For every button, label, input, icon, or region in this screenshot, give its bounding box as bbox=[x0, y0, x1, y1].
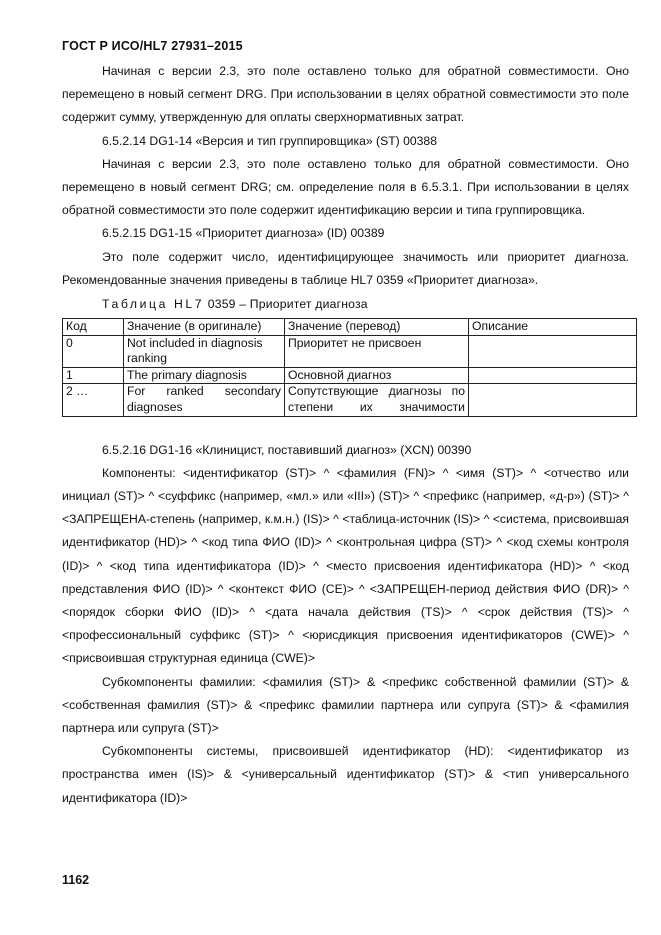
paragraph: Субкомпоненты системы, присвоившей идентификатор (HD): <идентификатор из пространства имен (IS)> & <универсальный идентификатор (ST)> & <тип универсального идентификатора (ID)> bbox=[62, 744, 629, 805]
section-heading: 6.5.2.16 DG1-16 «Клиницист, поставивший диагноз» (XCN) 00390 bbox=[102, 442, 472, 457]
section-heading: 6.5.2.14 DG1-14 «Версия и тип группировщика» (ST) 00388 bbox=[102, 133, 437, 148]
paragraph: Субкомпоненты фамилии: <фамилия (ST)> & <префикс собственной фамилии (ST)> & <собственная фамилия (ST)> & <префикс фамилии партнера или супруга (ST)> & <фамилия партнера или супруга (ST)> bbox=[62, 674, 629, 736]
table-cell: The primary diagnosis bbox=[124, 367, 285, 384]
table-cell bbox=[469, 335, 637, 367]
document-body bbox=[62, 60, 629, 810]
table-cell bbox=[469, 384, 637, 416]
table-cell: For ranked secondary diagnoses bbox=[124, 384, 285, 416]
table-row bbox=[63, 367, 637, 384]
table-row bbox=[63, 335, 637, 367]
paragraph: Начиная с версии 2.3, это поле оставлено только для обратной совместимости. Оно перемещено в новый сегмент DRG. При использовании в целях обратной совместимости это поле содержит сумму, утвержденную для оплаты сверхнормативных затрат. bbox=[62, 64, 629, 125]
table-cell: Сопутствующие диагнозы по степени их значимости bbox=[285, 384, 469, 416]
table-cell: 2 … bbox=[63, 384, 124, 416]
section-heading: 6.5.2.15 DG1-15 «Приоритет диагноза» (ID) 00389 bbox=[102, 226, 385, 241]
table-caption-rest: 0359 – Приоритет диагноза bbox=[207, 297, 368, 312]
table-cell: Приоритет не присвоен bbox=[285, 335, 469, 367]
table-caption bbox=[62, 292, 629, 316]
document-header: ГОСТ Р ИСО/HL7 27931–2015 bbox=[62, 39, 243, 53]
table-row bbox=[63, 384, 637, 416]
paragraph: Компоненты: <идентификатор (ST)> ^ <фамилия (FN)> ^ <имя (ST)> ^ <отчество или инициал (ST)> ^ <суффикс (например, «мл.» или «III») (ST)> ^ <префикс (например, «д-р») (ST)> ^ <ЗАПРЕЩЕНА-степень (например, к.м.н.) (IS)> ^ <таблица-источник (IS)> ^ <система, присвоившая идентификатор (HD)> ^ <код типа ФИО (ID)> ^ <контрольная цифра (ST)> ^ <код схемы контроля (ID)> ^ <код типа идентификатора (ID)> ^ <место присвоения идентификатора (HD)> ^ <код представления ФИО (ID)> ^ <контекст ФИО (CE)> ^ <ЗАПРЕЩЕН-период действия ФИО (DR)> ^ <порядок сборки ФИО (ID)> ^ <дата начала действия (TS)> ^ <срок действия (TS)> ^ <профессиональный суффикс (ST)> ^ <юрисдикция присвоения идентификаторов (CWE)> ^ <присвоившая структурная единица (CWE)> bbox=[62, 465, 629, 666]
column-header-translation: Значение (перевод) bbox=[285, 319, 469, 336]
column-header-code: Код bbox=[63, 319, 124, 336]
paragraph: Начиная с версии 2.3, это поле оставлено только для обратной совместимости. Оно перемещено в новый сегмент DRG; см. определение поля в 6.5.3.1. При использовании в целях обратной совместимости это поле содержит идентификацию версии и типа группировщика. bbox=[62, 156, 629, 218]
table-cell: Основной диагноз bbox=[285, 367, 469, 384]
table-header-row bbox=[63, 319, 637, 336]
paragraph: Это поле содержит число, идентифицирующее значимость или приоритет диагноза. Рекомендованные значения приведены в таблице HL7 0359 «Приоритет диагноза». bbox=[62, 249, 629, 287]
column-header-description: Описание bbox=[469, 319, 637, 336]
table-cell: 0 bbox=[63, 335, 124, 367]
table-cell bbox=[469, 367, 637, 384]
table-caption-word: Таблица HL7 bbox=[102, 297, 205, 312]
table-cell: 1 bbox=[63, 367, 124, 384]
column-header-original: Значение (в оригинале) bbox=[124, 319, 285, 336]
table-cell: Not included in diagnosis ranking bbox=[124, 335, 285, 367]
page-number: 1162 bbox=[62, 873, 90, 887]
priority-table bbox=[62, 318, 637, 417]
